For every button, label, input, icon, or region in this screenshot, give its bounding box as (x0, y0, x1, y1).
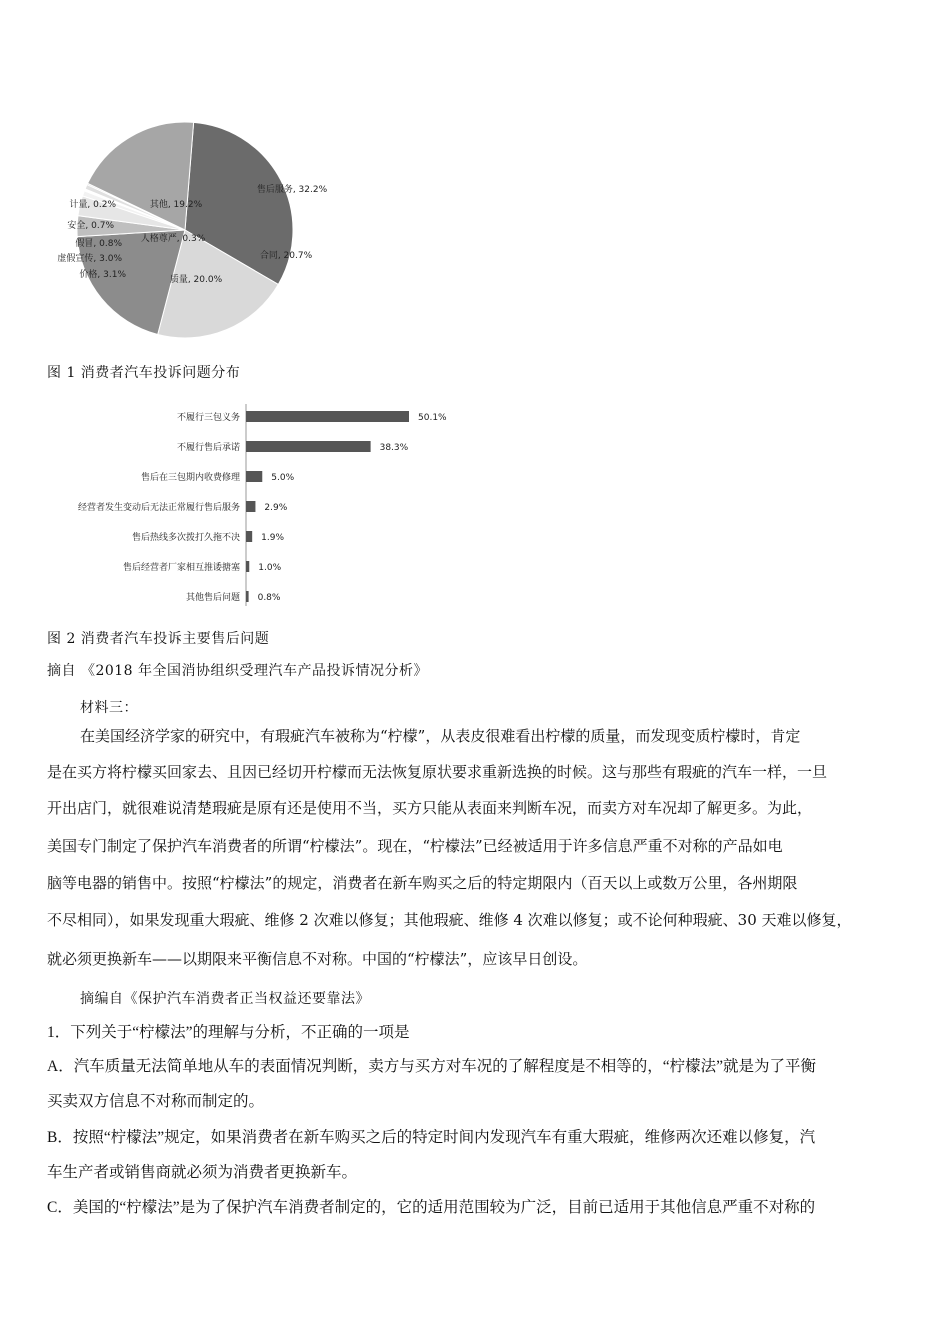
material-title: 材料三： (80, 700, 138, 716)
pie-slice-label: 计量, 0.2% (69, 200, 116, 210)
bar-chart (45, 400, 465, 615)
material-line: 是在买方将柠檬买回家去、且因已经切开柠檬而无法恢复原状要求重新选换的时候。这与那些有瑕疵的汽车一样，一旦 (47, 763, 828, 781)
bar-value-label: 38.3% (379, 443, 409, 453)
pie-slice-label: 人格尊严, 0.3% (140, 234, 206, 244)
material-line: 在美国经济学家的研究中，有瑕疵汽车被称为“柠檬”，从表皮很难看出柠檬的质量，而发现变质柠檬时，肯定 (80, 727, 801, 745)
option-c-line1: C．美国的“柠檬法”是为了保护汽车消费者制定的，它的适用范围较为广泛，目前已适用于其他信息严重不对称的 (47, 1199, 816, 1216)
bar (246, 591, 249, 602)
bar-category-label: 售后经营者厂家相互推诿搪塞 (122, 563, 240, 573)
bar-value-label: 0.8% (257, 593, 281, 603)
option-a-line1: A．汽车质量无法简单地从车的表面情况判断，卖方与买方对车况的了解程度是不相等的，“柠檬法”就是为了平衡 (47, 1058, 816, 1075)
pie-slice-label: 虚假宣传, 3.0% (57, 254, 122, 264)
material-line: 脑等电器的销售中。按照“柠檬法”的规定，消费者在新车购买之后的特定期限内（百天以上或数万公里，各州期限 (47, 874, 798, 892)
option-b-line1: B．按照“柠檬法”规定，如果消费者在新车购买之后的特定时间内发现汽车有重大瑕疵，维修两次还难以修复，汽 (47, 1129, 816, 1146)
pie-slice-label: 售后服务, 32.2% (256, 185, 328, 195)
material-line: 就必须更换新车——以期限来平衡信息不对称。中国的“柠檬法”，应该早日创设。 (47, 950, 588, 968)
source-citation-2: 摘编自《保护汽车消费者正当权益还要靠法》 (80, 991, 370, 1007)
bar-value-label: 50.1% (418, 413, 447, 423)
bar-value-label: 1.9% (261, 533, 285, 543)
question-stem: 1．下列关于“柠檬法”的理解与分析，不正确的一项是 (47, 1024, 410, 1041)
bar-category-label: 不履行三包义务 (176, 413, 240, 423)
pie-slice-label: 质量, 20.0% (169, 275, 223, 285)
bar (246, 501, 255, 512)
bar (246, 471, 262, 482)
bar (246, 441, 371, 452)
bar-value-label: 2.9% (264, 503, 288, 513)
bar-value-label: 5.0% (271, 473, 295, 483)
pie-slice-label: 安全, 0.7% (67, 221, 114, 231)
bar (246, 561, 249, 572)
material-line: 美国专门制定了保护汽车消费者的所谓“柠檬法”。现在，“柠檬法”已经被适用于许多信息严重不对称的产品如电 (47, 837, 783, 855)
bar-category-label: 其他售后问题 (185, 593, 240, 603)
bar-category-label: 经营者发生变动后无法正常履行售后服务 (77, 503, 240, 513)
pie-chart (50, 105, 350, 345)
bar-category-label: 售后在三包期内收费修理 (140, 473, 240, 483)
bar-value-label: 1.0% (258, 563, 282, 573)
option-b-line2: 车生产者或销售商就必须为消费者更换新车。 (47, 1164, 358, 1181)
pie-slice-label: 合同, 20.7% (259, 251, 313, 261)
pie-slice-label: 假冒, 0.8% (75, 239, 122, 249)
pie-slice-label: 价格, 3.1% (79, 270, 126, 280)
figure-1-caption: 图 1 消费者汽车投诉问题分布 (47, 365, 241, 381)
option-a-line2: 买卖双方信息不对称而制定的。 (47, 1093, 265, 1110)
bar (246, 411, 409, 422)
bar-category-label: 不履行售后承诺 (176, 443, 240, 453)
source-citation: 摘自 《2018 年全国消协组织受理汽车产品投诉情况分析》 (47, 663, 429, 679)
bar-category-label: 售后热线多次拨打久拖不决 (131, 533, 240, 543)
bar (246, 531, 252, 542)
material-line: 不尽相同），如果发现重大瑕疵、维修 2 次难以修复；其他瑕疵、维修 4 次难以修复；或不论何种瑕疵、30 天难以修复， (47, 911, 852, 929)
material-line: 开出店门，就很难说清楚瑕疵是原有还是使用不当，买方只能从表面来判断车况，而卖方对车况却了解更多。为此， (47, 799, 813, 817)
figure-2-caption: 图 2 消费者汽车投诉主要售后问题 (47, 631, 270, 647)
pie-slice-label: 其他, 19.2% (149, 200, 203, 210)
